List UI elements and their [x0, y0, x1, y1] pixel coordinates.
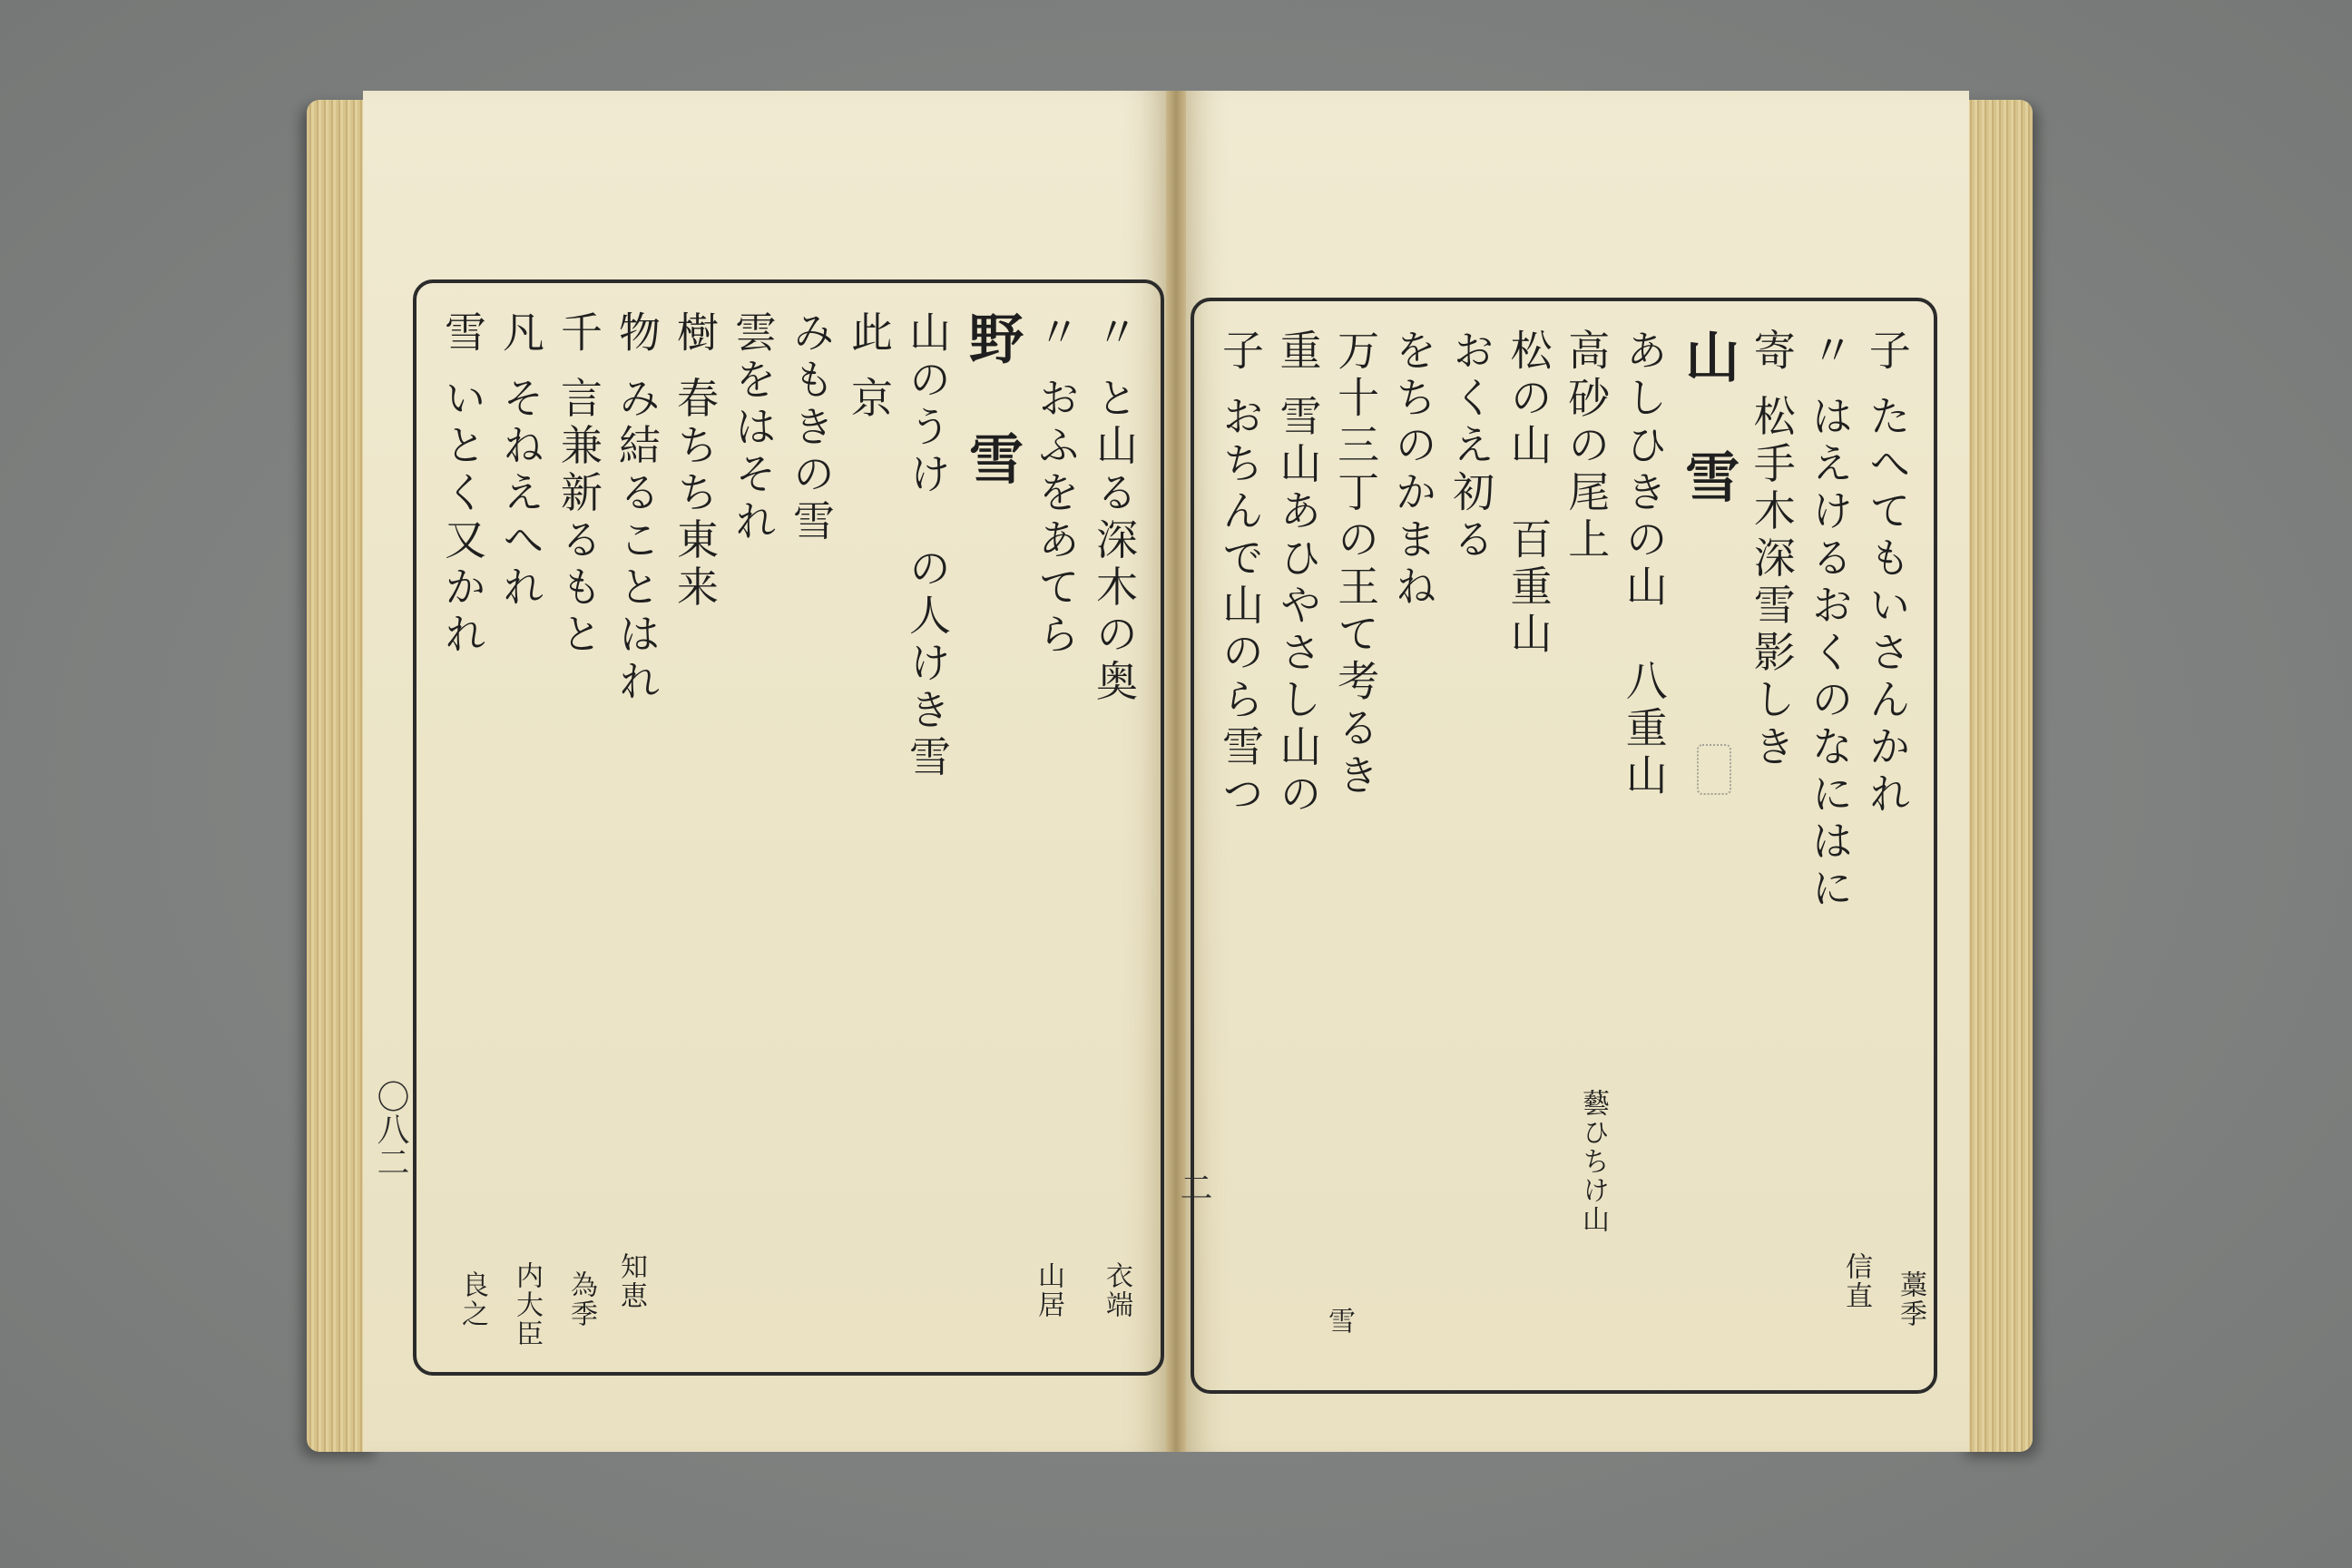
text-column: 子 たへてもいさんかれ [1862, 328, 1912, 819]
section-heading: 野 雪 [960, 310, 1024, 509]
author-note: 為季 [565, 1270, 597, 1328]
text-column: 〃 と山る深木の奥 [1090, 310, 1139, 707]
left-text-columns [438, 310, 1139, 1345]
text-column: 雪 いとく又かれ [438, 310, 487, 660]
text-column: 樹 春ちち東来 [671, 310, 720, 612]
author-note: 藝ひちけ山 [1577, 1089, 1609, 1234]
text-column: 山のうけ の人けき雪 [903, 310, 952, 782]
text-column: 千 言兼新るもと [554, 310, 603, 660]
text-column: 高砂の尾上 [1562, 328, 1612, 564]
text-column: 物 み結ることはれ [612, 310, 662, 707]
faint-seal-mark [1697, 744, 1731, 795]
book-gutter [1166, 91, 1186, 1452]
text-column: 凡 そねえへれ [496, 310, 545, 612]
section-heading: 山 雪 [1676, 328, 1740, 527]
text-column: 万十三丁の王て考るき [1331, 328, 1381, 800]
text-column: 寄 松手木深雪影しき [1747, 328, 1797, 772]
text-column: 松の山 百重山 [1504, 328, 1553, 659]
author-note: 内大臣 [511, 1261, 543, 1348]
text-column: をちのかまね [1388, 328, 1438, 612]
author-note: 良之 [456, 1270, 488, 1328]
text-column: 子 おちんで山のら雪つ [1216, 328, 1265, 819]
text-column: 〃 おふをあてら [1032, 310, 1081, 660]
author-note: 藁季 [1895, 1270, 1926, 1328]
author-note: 知恵 [615, 1252, 647, 1310]
author-note: 山居 [1033, 1261, 1064, 1319]
right-page-edges [1960, 100, 2033, 1452]
text-column: おくえ初る [1446, 328, 1496, 564]
right-text-frame [1191, 298, 1937, 1394]
left-text-frame [413, 279, 1164, 1376]
text-column: 重 雪山あひやさし山の [1273, 328, 1323, 819]
text-column: 此 京 [845, 310, 894, 424]
right-folio-number: 二 [1175, 1171, 1212, 1203]
author-note: 衣端 [1101, 1261, 1132, 1319]
text-column: 雲をはそれ [729, 310, 778, 546]
text-column: みもきの雪 [787, 310, 836, 546]
text-column: あしひきの山 八重山 [1619, 328, 1669, 800]
text-column: 〃 はえけるおくのなにはに [1805, 328, 1855, 914]
author-note: 信直 [1840, 1252, 1872, 1310]
left-folio-number: 〇八二 [372, 1080, 409, 1178]
author-note: 雪 [1323, 1307, 1355, 1336]
